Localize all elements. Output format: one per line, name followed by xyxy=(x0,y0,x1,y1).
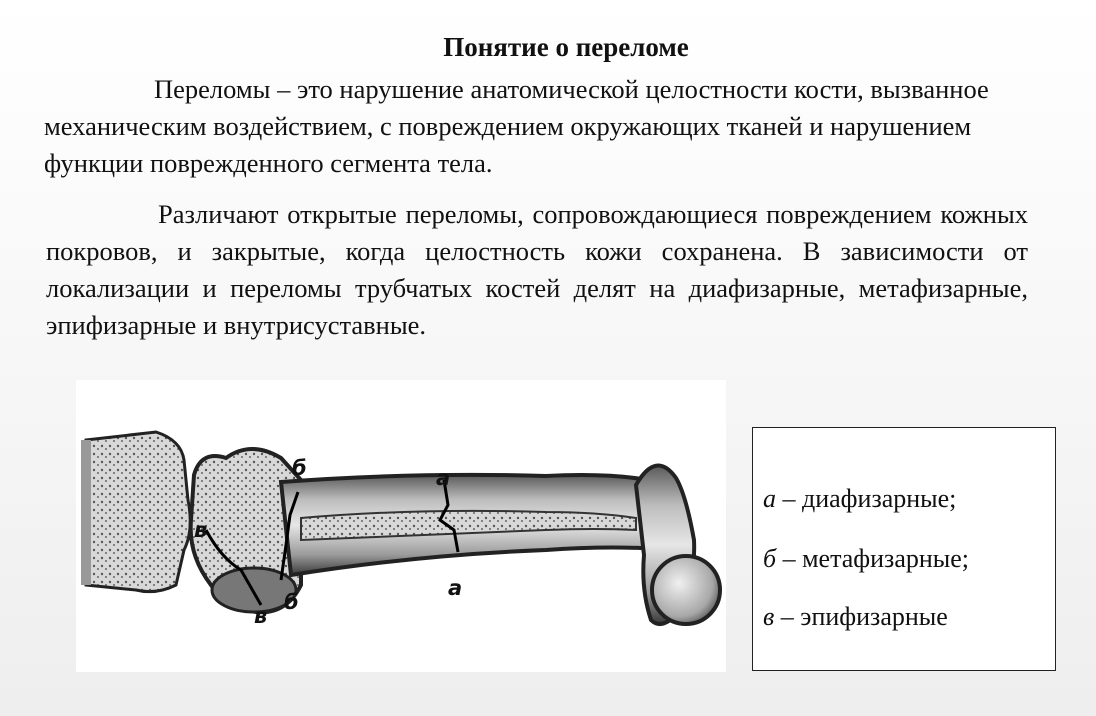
definition-text: Переломы – это нарушение анатомической целостности кости, вызванное механическим воздействием, с повреждением окружающих тканей и нарушением функции поврежденного сегмента тела. xyxy=(44,74,989,178)
classification-text: Различают открытые переломы, сопровождающиеся повреждением кожных покровов, и закрытые, когда целостность кожи сохранена. В зависимости от локализации и переломы трубчатых костей делят на диафизарные, метафизарные, эпифизарные и внутрисуставные. xyxy=(46,199,1028,340)
legend-text: – метафизарные; xyxy=(776,544,970,573)
legend-text: – диафизарные; xyxy=(776,484,957,513)
slide-title: Понятие о переломе xyxy=(443,32,689,62)
label-v-bottom: в xyxy=(254,604,268,628)
legend-item-a xyxy=(763,484,956,514)
legend-letter: б xyxy=(763,544,777,573)
classification-paragraph xyxy=(46,196,1028,344)
definition-paragraph xyxy=(44,71,1004,182)
fracture-legend xyxy=(752,427,1056,671)
label-b-top: б xyxy=(292,456,307,480)
femur-shaft xyxy=(281,475,674,575)
legend-letter: в xyxy=(763,602,775,631)
legend-letter: а xyxy=(763,484,776,513)
proximal-epiphysis xyxy=(636,466,720,624)
label-b-bottom: б xyxy=(284,590,299,614)
legend-item-b xyxy=(763,544,969,574)
label-a-top: а xyxy=(436,466,451,490)
legend-text: – эпифизарные xyxy=(774,602,948,631)
bone-illustration xyxy=(76,380,726,672)
tibia-fragment xyxy=(86,432,190,592)
label-v-left: в xyxy=(194,518,208,542)
legend-item-v xyxy=(763,602,948,632)
label-a-bottom: а xyxy=(448,576,463,600)
femur-drawing xyxy=(76,380,726,672)
